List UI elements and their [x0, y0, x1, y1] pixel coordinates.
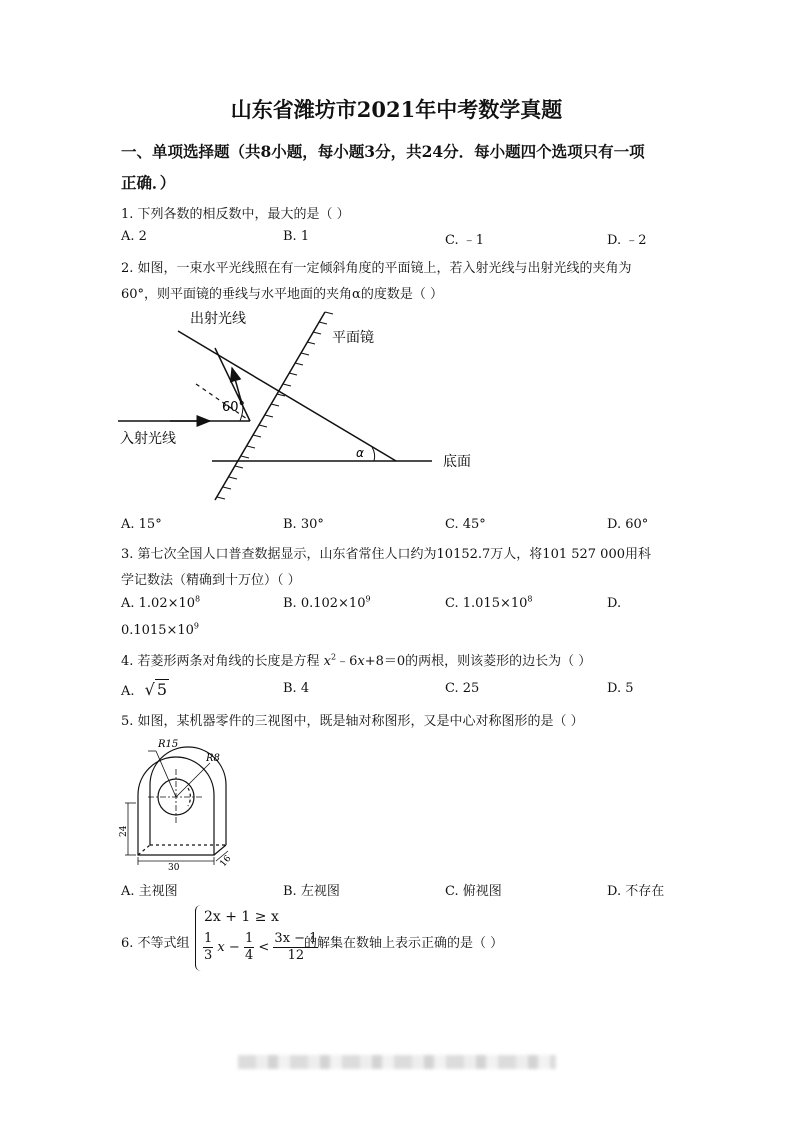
q2-option-b: B. 30° [283, 517, 324, 532]
q2-option-d: D. 60° [607, 517, 649, 532]
q6-inequality-1: 2x + 1 ≥ x [204, 909, 279, 925]
q3-option-b: B. $0.102\times 10^9$ [283, 594, 371, 611]
q5-option-b: B. 左视图 [283, 884, 340, 899]
label-r8: R8 [206, 753, 220, 764]
q1-option-b: B. 1 [283, 229, 310, 244]
section-heading-line2: 正确．） [121, 173, 176, 192]
label-mirror: 平面镜 [332, 330, 374, 346]
q5-machine-part-diagram [118, 733, 238, 873]
q4-option-c: C. 25 [445, 681, 480, 696]
label-30: 30 [168, 863, 180, 873]
q2-stem-line2: 60°，则平面镜的垂线与水平地面的夹角α的度数是（ ） [121, 287, 443, 302]
label-r15: R15 [158, 739, 179, 750]
label-16: 16 [218, 853, 234, 870]
q2-stem-line1: 2. 如图，一束水平光线照在有一定倾斜角度的平面镜上，若入射光线与出射光线的夹角为 [121, 261, 632, 276]
q5-stem: 5. 如图，某机器零件的三视图中，既是轴对称图形，又是中心对称图形的是（ ） [121, 714, 584, 729]
page-title: 山东省潍坊市2021年中考数学真题 [230, 97, 563, 122]
label-in-ray: 入射光线 [120, 431, 176, 447]
q4-stem: 4. 若菱形两条对角线的长度是方程 $x^2﹣6x+8=0$的两根，则该菱形的边长为（ ） [121, 652, 592, 669]
normal-line [178, 331, 396, 461]
q1-option-a: A. 2 [121, 229, 147, 244]
q3-option-c: C. $1.015\times 10^8$ [445, 594, 533, 611]
blurred-footer-watermark [238, 1055, 556, 1069]
label-60-degree: 60° [222, 400, 246, 415]
q2-mirror-diagram [110, 300, 480, 510]
q2-option-a: A. 15° [121, 517, 162, 532]
q4-option-b: B. 4 [283, 681, 310, 696]
label-out-ray: 出射光线 [190, 311, 246, 327]
label-ground: 底面 [443, 454, 471, 470]
label-24: 24 [119, 825, 129, 837]
q5-option-d: D. 不存在 [607, 884, 665, 899]
q1-stem: 1. 下列各数的相反数中，最大的是（ ） [121, 207, 350, 222]
q3-option-a: A. $1.02\times 10^8$ [121, 594, 201, 611]
q3-stem-line1: 3. 第七次全国人口普查数据显示，山东省常住人口约为10152.7万人，将101 527 000用科 [121, 547, 651, 562]
q3-stem-line2: 学记数法（精确到十万位）（ ） [121, 573, 301, 588]
q5-option-a: A. 主视图 [121, 884, 178, 899]
q2-option-c: C. 45° [445, 517, 486, 532]
q6-stem-prefix: 6. 不等式组 [121, 936, 190, 951]
angle-arc-alpha [372, 447, 375, 461]
q1-option-d: D. ﹣2 [607, 233, 647, 248]
label-alpha: α [356, 446, 364, 460]
section-heading-line1: 一、单项选择题（共8小题，每小题3分，共24分．每小题四个选项只有一项 [121, 142, 645, 161]
q6-inequality-2: $\frac{1}{3}$ x − $\frac{1}{4}$ < $\frac{3x - 1}{12}$ [204, 931, 318, 963]
q4-option-d: D. 5 [607, 681, 634, 696]
q3-option-d: D. [607, 596, 622, 611]
sqrt-symbol: √ 5 [144, 680, 168, 699]
q3-option-d-value: $0.1015\times 10^9$ [121, 621, 200, 638]
q5-option-c: C. 俯视图 [445, 884, 502, 899]
q6-stem-suffix: 的解集在数轴上表示正确的是（ ） [304, 936, 504, 951]
q4-option-a: A. √ 5 [121, 680, 168, 699]
q1-option-c: C. ﹣1 [445, 233, 485, 248]
